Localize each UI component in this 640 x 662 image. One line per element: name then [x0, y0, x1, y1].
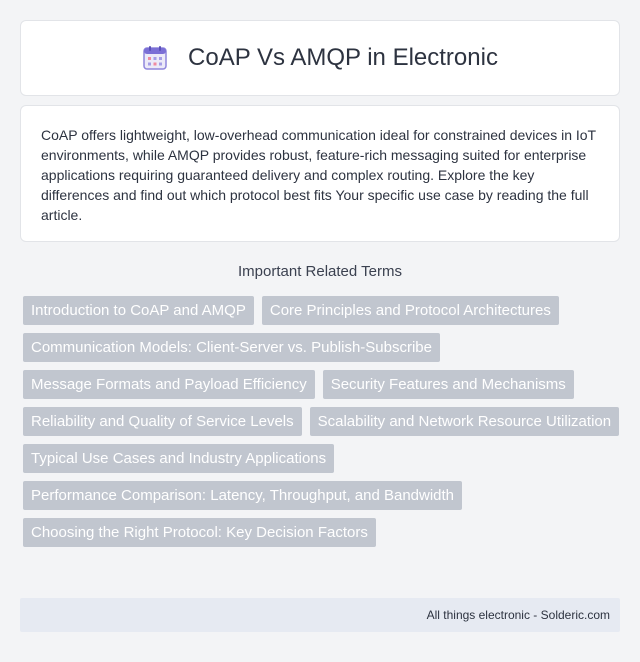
title-card — [20, 20, 620, 96]
term-tag[interactable]: Reliability and Quality of Service Levels — [23, 407, 302, 436]
calendar-icon — [142, 45, 168, 71]
related-terms-list — [23, 296, 623, 547]
term-tag[interactable]: Security Features and Mechanisms — [323, 370, 574, 399]
term-tag[interactable]: Communication Models: Client-Server vs. Publish-Subscribe — [23, 333, 440, 362]
summary-text: CoAP offers lightweight, low-overhead communication ideal for constrained devices in IoT environments, while AMQP provides robust, feature-rich messaging suited for enterprise applications requiring guaranteed delivery and complex routing. Explore the key differences and find out which protocol best fits Your specific use case by reading the full article. — [41, 127, 596, 223]
term-tag[interactable]: Choosing the Right Protocol: Key Decision Factors — [23, 518, 376, 547]
page-title: CoAP Vs AMQP in Electronic — [188, 44, 498, 71]
term-tag[interactable]: Typical Use Cases and Industry Applications — [23, 444, 334, 473]
term-tag[interactable]: Core Principles and Protocol Architectures — [262, 296, 559, 325]
term-tag[interactable]: Introduction to CoAP and AMQP — [23, 296, 254, 325]
term-tag[interactable]: Performance Comparison: Latency, Throughput, and Bandwidth — [23, 481, 462, 510]
footer-credit: All things electronic - Solderic.com — [20, 598, 620, 632]
term-tag[interactable]: Message Formats and Payload Efficiency — [23, 370, 315, 399]
related-terms-heading: Important Related Terms — [238, 263, 402, 280]
summary-card — [20, 105, 620, 242]
term-tag[interactable]: Scalability and Network Resource Utilization — [310, 407, 619, 436]
